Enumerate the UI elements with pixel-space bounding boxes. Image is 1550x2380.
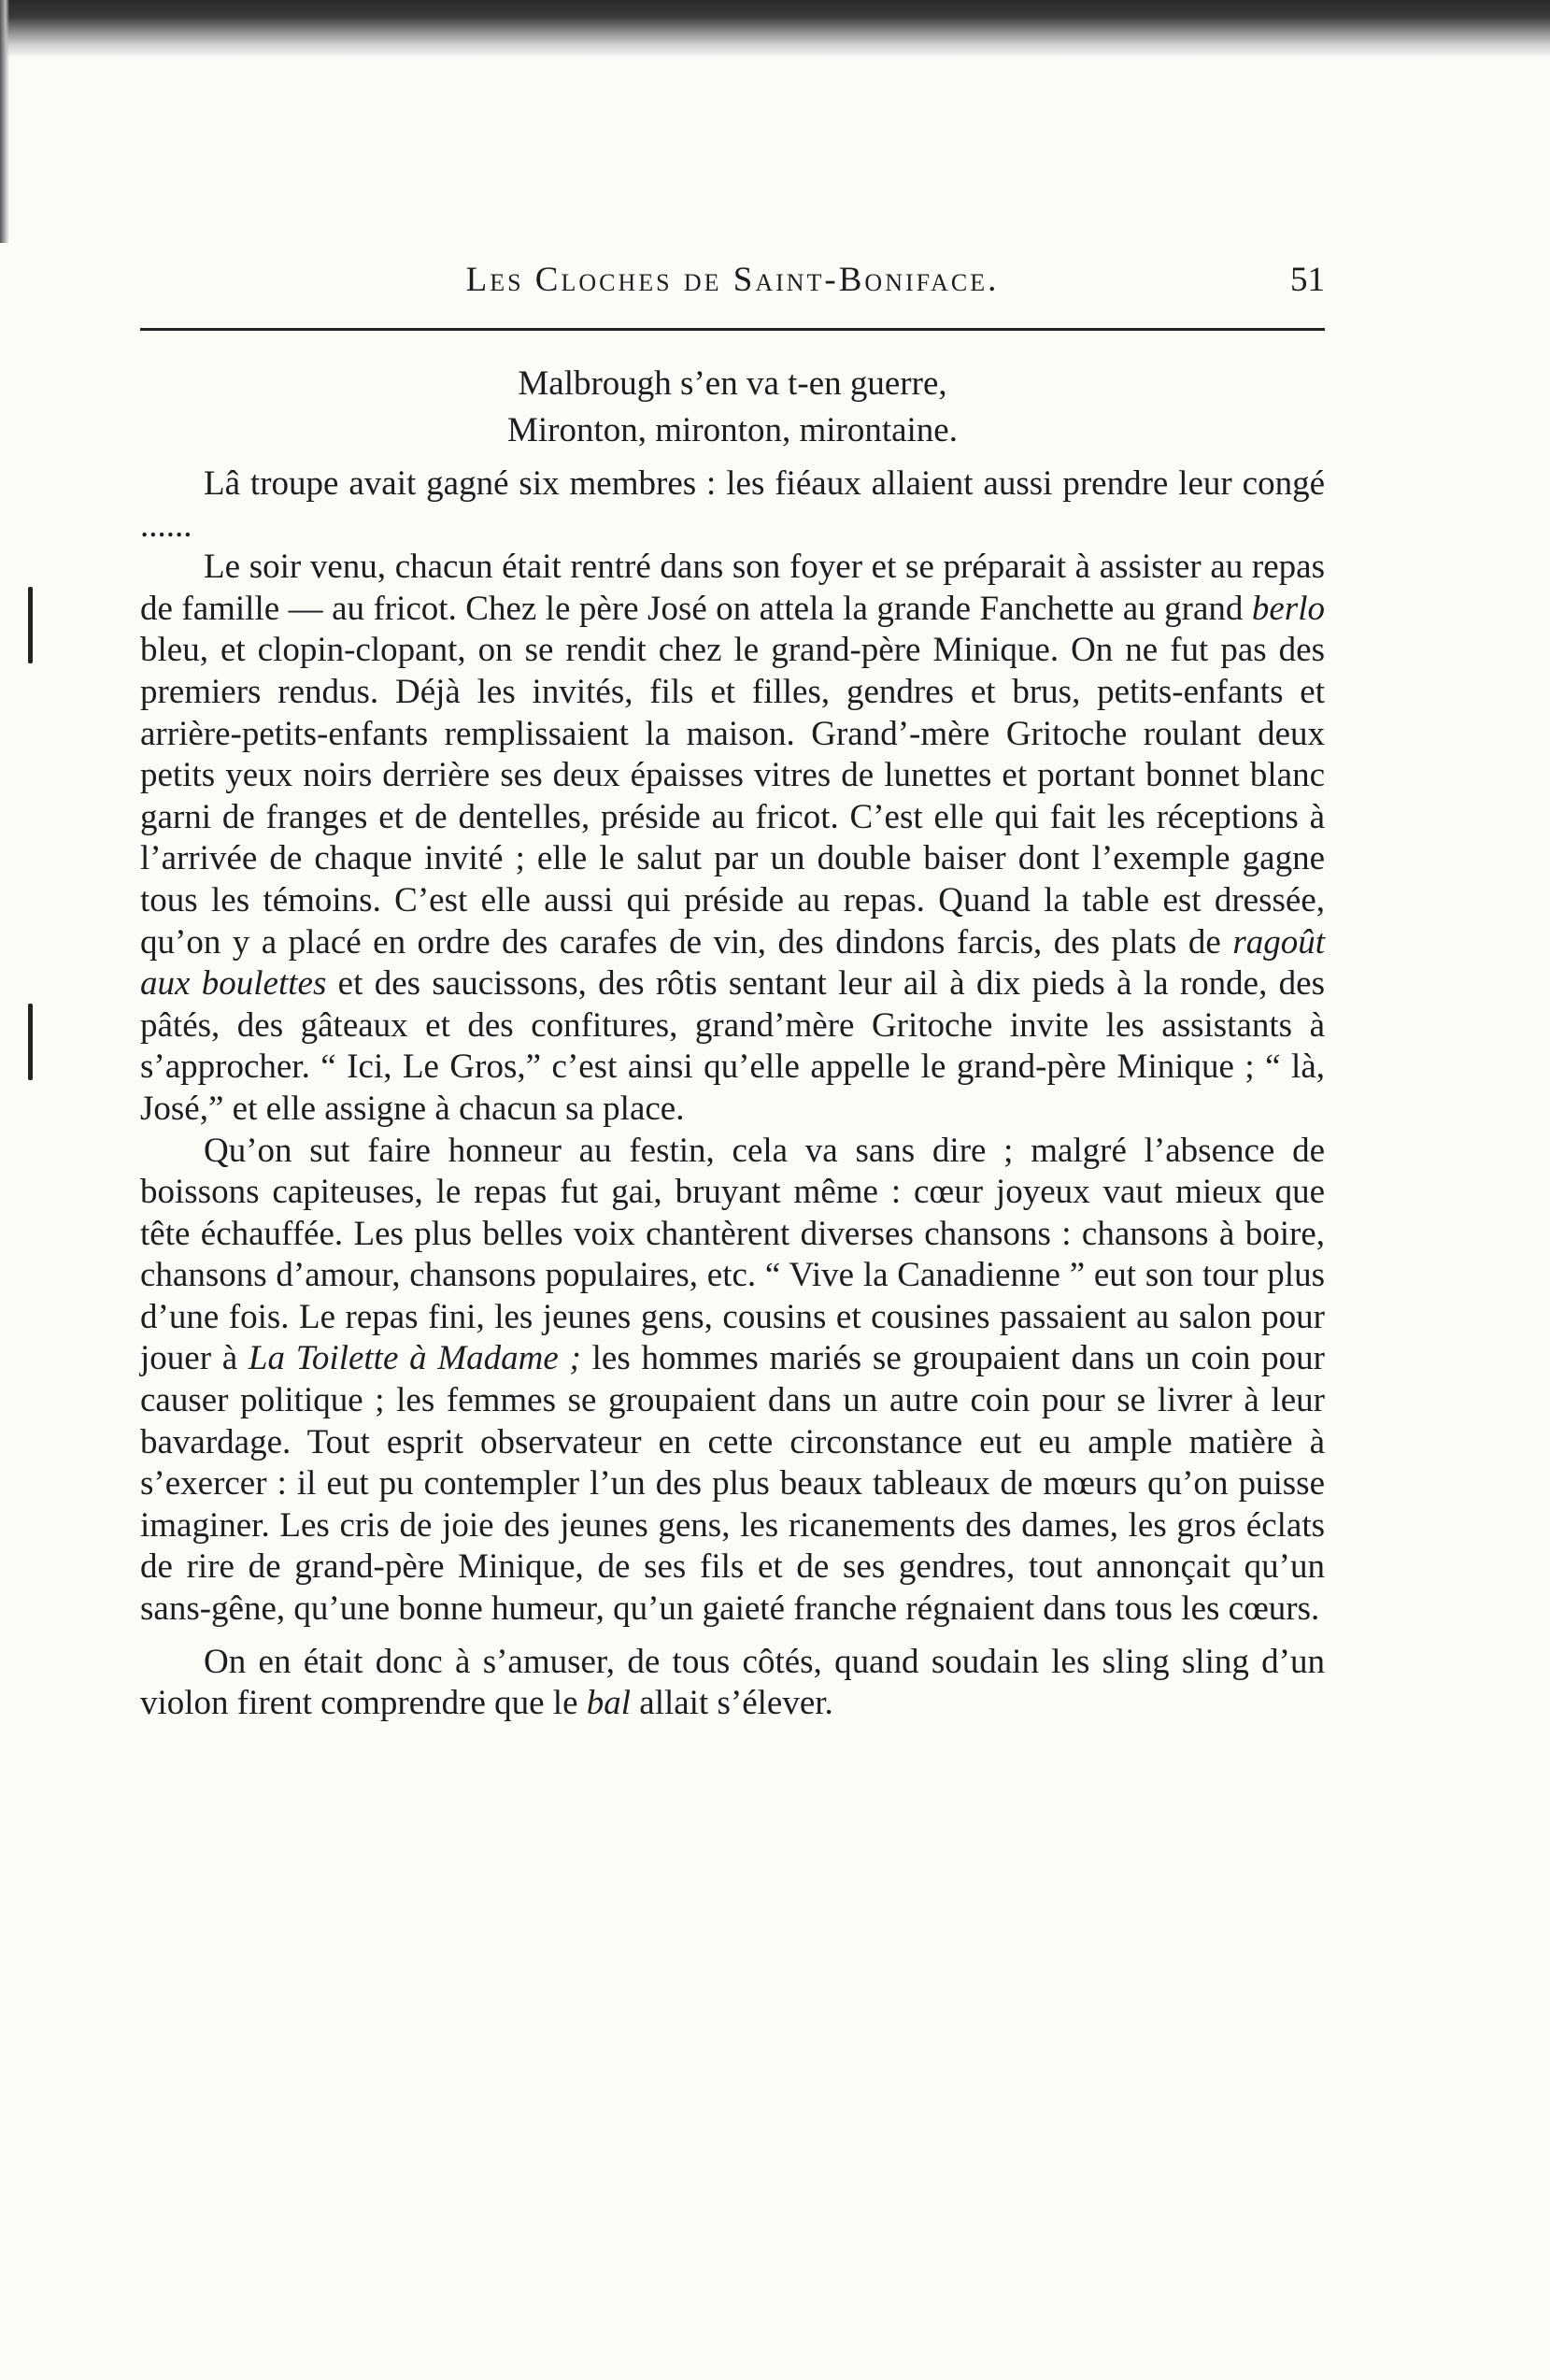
italic-text: berlo [1251,589,1325,628]
text-run: Le soir venu, chacun était rentré dans son foyer et se préparait à assister au repas de famille — au fricot. Chez le père José on attela la grande Fanchette au grand [140,548,1325,628]
italic-text: ragoût aux boulettes [140,922,1325,1004]
text-run: et des saucissons, des rôtis sentant leur ail à dix pieds à la ronde, des pâtés, des gâteaux et des confitures, grand’mère Gritoche invite les assistants à s’approcher. “ Ici, Le Gros,” c’est ainsi qu’elle appelle le grand-père Minique ; “ là, José,” et elle assigne à chacun sa place. [140,964,1325,1128]
verse-quotation [140,361,1325,454]
italic-text: bal [586,1684,632,1723]
scan-top-edge [0,0,1550,58]
text-run: les hommes mariés se groupaient dans un coin pour causer politique ; les femmes se groupaient dans un autre coin pour se livrer à leur bavardage. Tout esprit observateur en cette circonstance eut eu ample matière à s’exercer : il eut pu contempler l’un des plus beaux tableaux de mœurs qu’on puisse imaginer. Les cris de joie des jeunes gens, les ricanements des dames, les gros éclats de rire de grand-père Minique, de ses fils et de ses gendres, tout annonçait qu’un sans-gêne, qu’une bonne humeur, qu’un gaieté franche régnaient dans tous les cœurs. [140,1339,1325,1629]
text-run: On en était donc à s’amuser, de tous côtés, quand soudain les sling sling d’un violon firent comprendre que le [140,1642,1325,1723]
margin-mark [28,587,33,663]
body-text [140,463,1325,1725]
paragraph [140,547,1325,1130]
page-number: 51 [1290,261,1325,299]
paragraph [140,1131,1325,1631]
running-title: Les Cloches de Saint-Boniface. [465,261,1000,299]
verse-line: Mironton, mironton, mirontaine. [507,411,958,449]
verse-line: Malbrough s’en va t-en guerre, [518,364,947,403]
text-run: Qu’on sut faire honneur au festin, cela va sans dire ; malgré l’absence de boissons capiteuses, le repas fut gai, bruyant même : cœur joyeux vaut mieux que tête échauffée. Les plus belles voix chantèrent diverses chansons : chansons à boire, chansons d’amour, chansons populaires, etc. “ Vive la Canadienne ” eut son tour plus d’une fois. Le repas fini, les jeunes gens, cousins et cousines passaient au salon pour jouer à [140,1131,1325,1378]
running-head [140,260,1325,306]
italic-text: La Toilette à Madame ; [248,1339,581,1378]
header-rule [140,328,1325,331]
paragraph: Lâ troupe avait gagné six membres : les fiéaux allaient aussi prendre leur congé ...... [140,464,1325,545]
text-run: allait s’élever. [631,1684,833,1723]
text-run: bleu, et clopin-clopant, on se rendit chez le grand-père Minique. On ne fut pas des premiers rendus. Déjà les invités, fils et filles, gendres et brus, petits-enfants et arrière-petits-enfants remplissaient la maison. Grand’-mère Gritoche roulant deux petits yeux noirs derrière ses deux épaisses vitres de lunettes et portant bonnet blanc garni de franges et de dentelles, préside au fricot. C’est elle qui fait les réceptions à l’arrivée de chaque invité ; elle le salut par un double baiser dont l’exemple gagne tous les témoins. C’est elle aussi qui préside au repas. Quand la table est dressée, qu’on y a placé en ordre des carafes de vin, des dindons farcis, des plats de [140,631,1325,962]
scan-left-edge [0,0,9,243]
margin-mark [28,1004,33,1080]
paragraph [140,1642,1325,1725]
